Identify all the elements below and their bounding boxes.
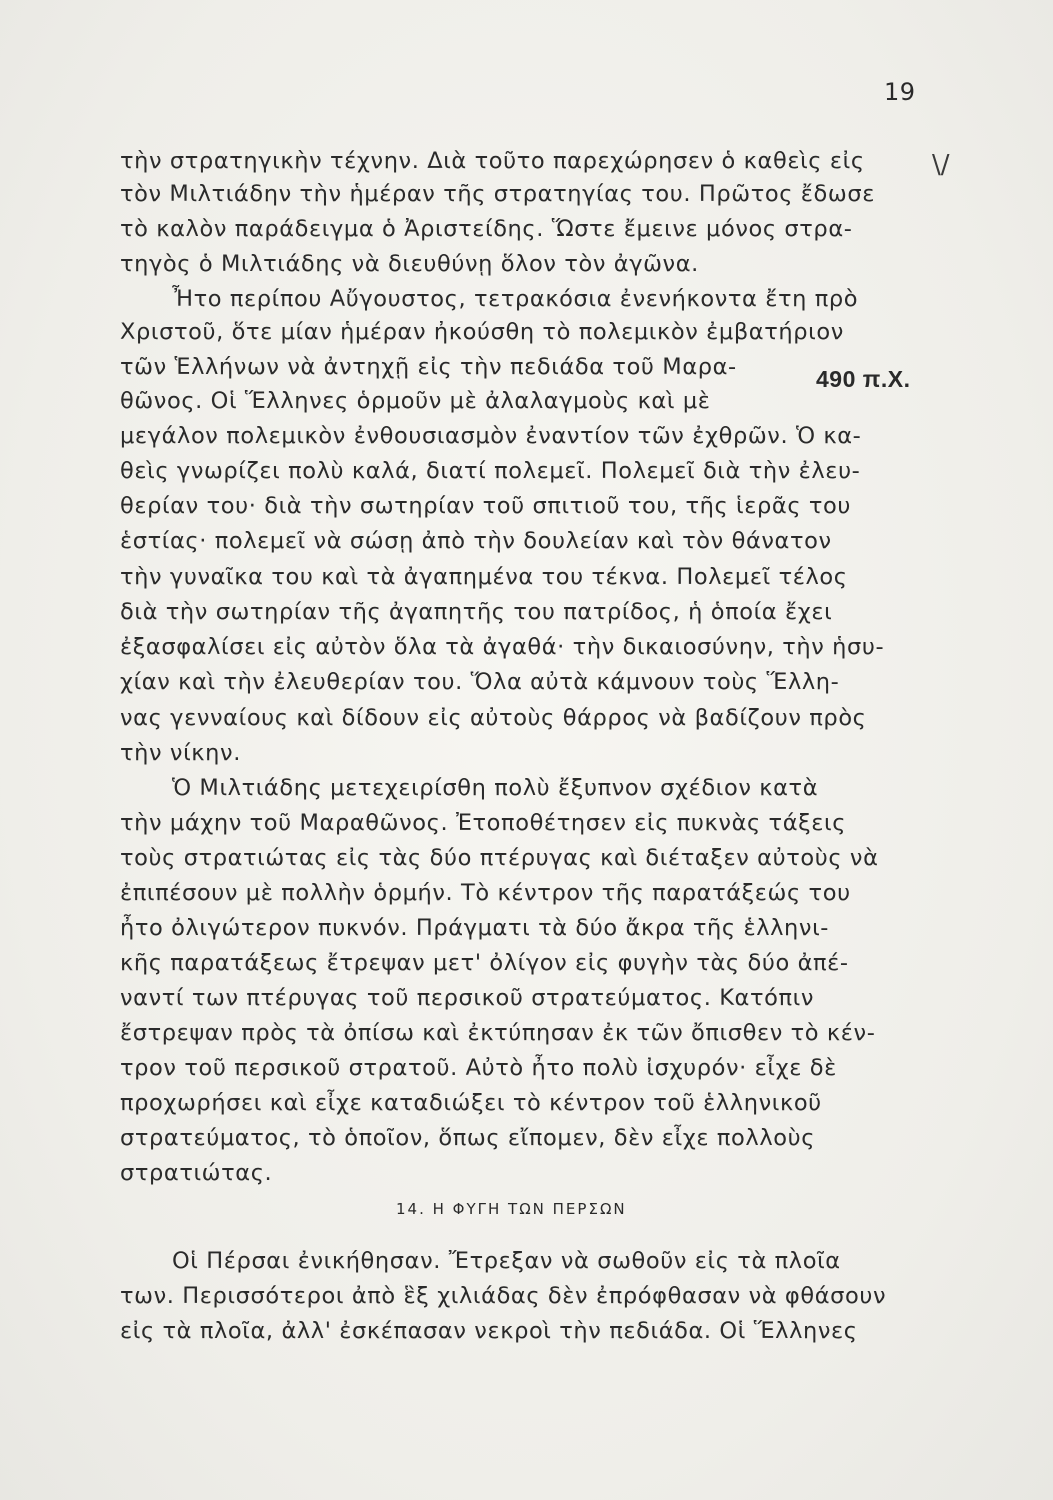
text-line: κῆς παρατάξεως ἔτρεψαν μετ' ὀλίγον εἰς φυγὴν τὰς δύο ἀπέ-: [120, 950, 849, 976]
text-line: ἐξασφαλίσει εἰς αὐτὸν ὅλα τὰ ἀγαθά· τὴν δικαιοσύνην, τὴν ἡσυ-: [120, 634, 885, 660]
text-line: Ἦτο περίπου Αὔγουστος, τετρακόσια ἐνενήκοντα ἔτη πρὸ: [172, 286, 859, 312]
text-line: τρον τοῦ περσικοῦ στρατοῦ. Αὐτὸ ἦτο πολὺ ἰσχυρόν· εἶχε δὲ: [120, 1055, 837, 1081]
text-line: τηγὸς ὁ Μιλτιάδης νὰ διευθύνῃ ὅλον τὸν ἀγῶνα.: [120, 251, 699, 277]
margin-date-note: 490 π.Χ.: [816, 366, 911, 392]
text-line: ἦτο ὀλιγώτερον πυκνόν. Πράγματι τὰ δύο ἄκρα τῆς ἑλληνι-: [120, 915, 829, 941]
text-line: θῶνος. Οἱ Ἕλληνες ὁρμοῦν μὲ ἀλαλαγμοὺς καὶ μὲ: [120, 388, 711, 414]
text-line: μεγάλον πολεμικὸν ἐνθουσιασμὸν ἐναντίον τῶν ἐχθρῶν. Ὁ κα-: [120, 423, 862, 449]
text-line: θερίαν του· διὰ τὴν σωτηρίαν τοῦ σπιτιοῦ του, τῆς ἱερᾶς του: [120, 493, 852, 519]
text-line: ἑστίας· πολεμεῖ νὰ σώσῃ ἀπὸ τὴν δουλείαν καὶ τὸν θάνατον: [120, 528, 832, 554]
handwritten-check-mark: \/: [932, 150, 950, 180]
text-line: Ὁ Μιλτιάδης μετεχειρίσθη πολὺ ἔξυπνον σχέδιον κατὰ: [172, 775, 819, 801]
text-line: Οἱ Πέρσαι ἐνικήθησαν. Ἔτρεξαν νὰ σωθοῦν εἰς τὰ πλοῖα: [172, 1248, 841, 1274]
text-line: τὴν μάχην τοῦ Μαραθῶνος. Ἐτοποθέτησεν εἰς πυκνὰς τάξεις: [120, 810, 847, 836]
text-line: ναντί των πτέρυγας τοῦ περσικοῦ στρατεύματος. Κατόπιν: [120, 985, 815, 1011]
text-line: θεὶς γνωρίζει πολὺ καλά, διατί πολεμεῖ. Πολεμεῖ διὰ τὴν ἐλευ-: [120, 458, 861, 484]
text-line: τὸν Μιλτιάδην τὴν ἡμέραν τῆς στρατηγίας του. Πρῶτος ἔδωσε: [120, 181, 875, 207]
text-line: τὴν νίκην.: [120, 740, 241, 766]
text-line: εἰς τὰ πλοῖα, ἀλλ' ἐσκέπασαν νεκροὶ τὴν πεδιάδα. Οἱ Ἕλληνες: [120, 1318, 858, 1344]
text-line: τοὺς στρατιώτας εἰς τὰς δύο πτέρυγας καὶ διέταξεν αὐτοὺς νὰ: [120, 845, 879, 871]
page-number: 19: [884, 78, 916, 106]
text-line: διὰ τὴν σωτηρίαν τῆς ἀγαπητῆς του πατρίδος, ἡ ὁποία ἔχει: [120, 599, 833, 625]
section-heading: 14. Η ΦΥΓΗ ΤΩΝ ΠΕΡΣΩΝ: [396, 1200, 627, 1218]
text-line: τὸ καλὸν παράδειγμα ὁ Ἀριστείδης. Ὥστε ἔμεινε μόνος στρα-: [120, 216, 853, 242]
text-line: στρατεύματος, τὸ ὁποῖον, ὅπως εἴπομεν, δὲν εἶχε πολλοὺς: [120, 1125, 816, 1151]
text-line: τῶν Ἑλλήνων νὰ ἀντηχῇ εἰς τὴν πεδιάδα τοῦ Μαρα-: [120, 354, 737, 380]
text-line: προχωρήσει καὶ εἶχε καταδιώξει τὸ κέντρον τοῦ ἑλληνικοῦ: [120, 1090, 822, 1116]
text-line: νας γενναίους καὶ δίδουν εἰς αὐτοὺς θάρρος νὰ βαδίζουν πρὸς: [120, 705, 867, 731]
text-line: ἔστρεψαν πρὸς τὰ ὀπίσω καὶ ἐκτύπησαν ἐκ τῶν ὄπισθεν τὸ κέν-: [120, 1020, 876, 1046]
text-line: Χριστοῦ, ὅτε μίαν ἡμέραν ἠκούσθη τὸ πολεμικὸν ἐμβατήριον: [120, 319, 844, 345]
text-line: τὴν γυναῖκα του καὶ τὰ ἀγαπημένα του τέκνα. Πολεμεῖ τέλος: [120, 564, 848, 590]
text-line: των. Περισσότεροι ἀπὸ ἓξ χιλιάδας δὲν ἐπρόφθασαν νὰ φθάσουν: [120, 1283, 887, 1309]
text-line: στρατιώτας.: [120, 1160, 273, 1186]
text-line: τὴν στρατηγικὴν τέχνην. Διὰ τοῦτο παρεχώρησεν ὁ καθεὶς εἰς: [120, 148, 865, 174]
text-line: χίαν καὶ τὴν ἐλευθερίαν του. Ὅλα αὐτὰ κάμνουν τοὺς Ἕλλη-: [120, 669, 840, 695]
text-line: ἐπιπέσουν μὲ πολλὴν ὁρμήν. Τὸ κέντρον τῆς παρατάξεώς του: [120, 880, 851, 906]
